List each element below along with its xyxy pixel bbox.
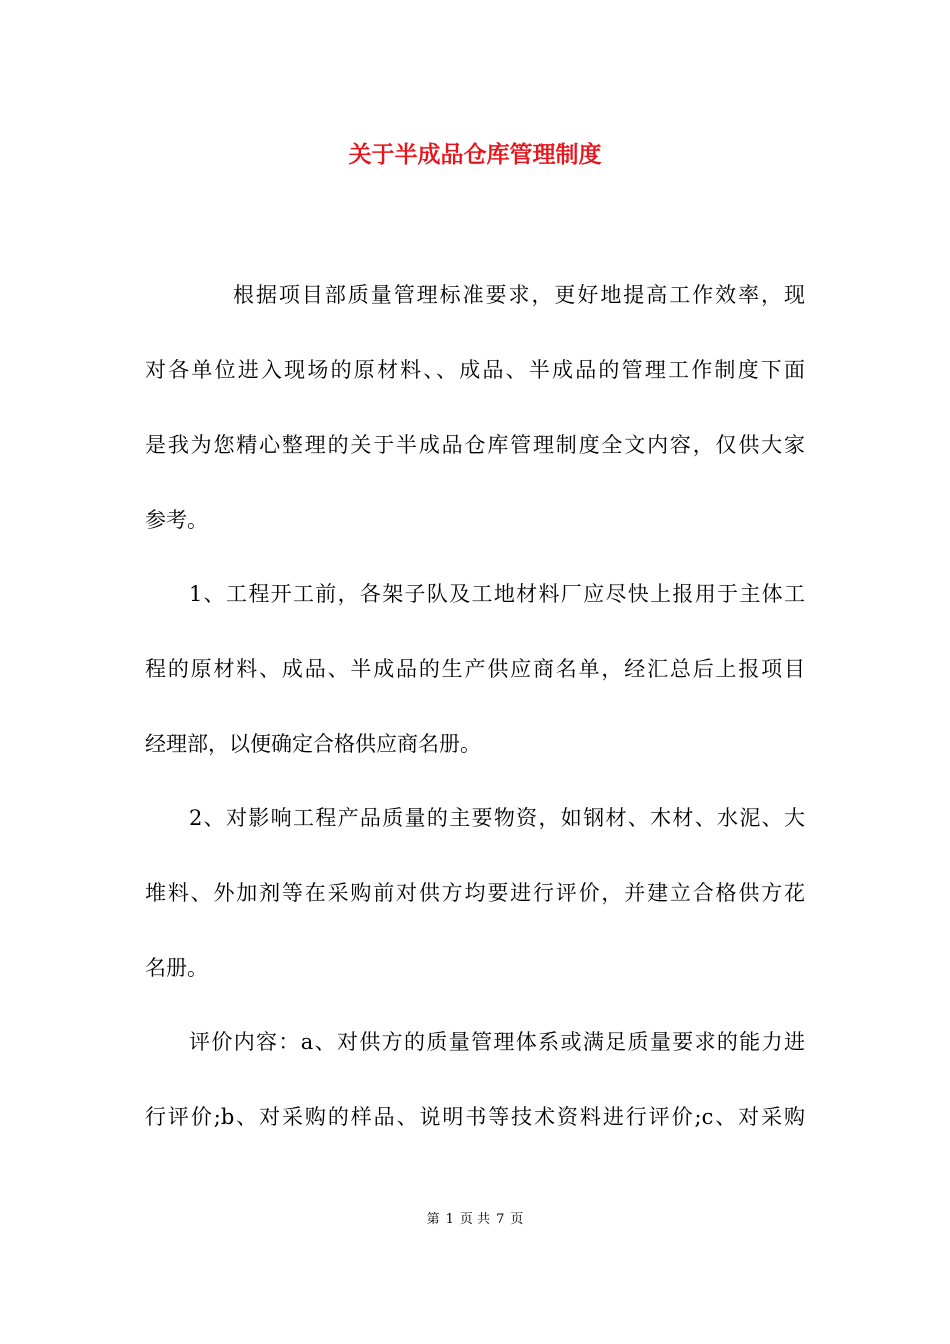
text-line-9: 堆料、外加剂等在采购前对供方均要进行评价，并建立合格供方花 [145,881,805,905]
footer-total-pages: 7 [496,1212,505,1227]
text-line-12: 行评价;b、对采购的样品、说明书等技术资料进行评价;c、对采购 [145,1105,805,1129]
text-line-10: 名册。 [145,956,208,980]
text-line-5: 1、工程开工前，各架子队及工地材料厂应尽快上报用于主体工 [189,582,805,606]
page-title: 关于半成品仓库管理制度 [348,142,602,168]
text-line-6: 程的原材料、成品、半成品的生产供应商名单，经汇总后上报项目 [145,657,805,681]
text-line-3: 是我为您精心整理的关于半成品仓库管理制度全文内容，仅供大家 [145,433,805,457]
footer-prefix: 第 [426,1212,440,1227]
page-footer [0,1210,950,1230]
text-line-7: 经理部，以便确定合格供应商名册。 [145,732,481,756]
text-line-4: 参考。 [145,508,208,532]
footer-mid: 页 共 [459,1212,491,1227]
text-line-2: 对各单位进入现场的原材料、、成品、半成品的管理工作制度下面 [145,358,805,382]
footer-current-page: 1 [445,1212,454,1227]
footer-suffix: 页 [510,1212,524,1227]
text-line-8: 2、对影响工程产品质量的主要物资，如钢材、木材、水泥、大 [189,806,805,830]
text-line-1: 根据项目部质量管理标准要求，更好地提高工作效率，现 [233,283,805,307]
text-line-11: 评价内容：a、对供方的质量管理体系或满足质量要求的能力进 [189,1030,805,1054]
